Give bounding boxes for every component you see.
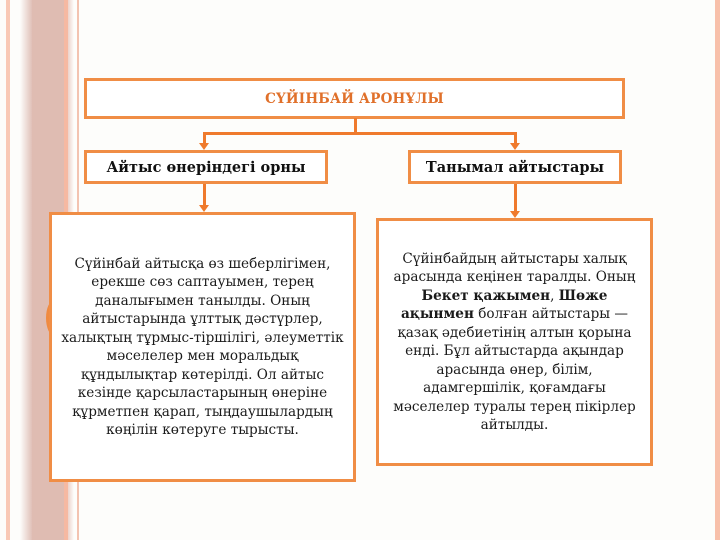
decor-stripe xyxy=(20,0,32,540)
arrow-down-icon xyxy=(510,211,520,218)
content-rest: болған айтыстары — қазақ әдебиетінің алтын қорына енді. Бұл айтыстарда ақындар арасында өнер, білім, адамгершілік, қоғамдағы мәселелер туралы терең пікірлер айтылды. xyxy=(393,306,636,433)
arrow-down-icon xyxy=(510,143,520,150)
content-box-left xyxy=(49,212,356,482)
branch-label-left xyxy=(84,150,328,184)
title-box xyxy=(84,78,625,119)
branch-label-text: Танымал айтыстары xyxy=(425,158,605,176)
content-box-right xyxy=(376,218,653,466)
decor-stripe-right xyxy=(715,0,720,540)
arrow-down-icon xyxy=(199,205,209,212)
connector-left-content xyxy=(203,184,206,206)
branch-label-right xyxy=(408,150,622,184)
content-sep: , xyxy=(550,287,559,304)
connector-right-content xyxy=(514,184,517,212)
arrow-down-icon xyxy=(199,143,209,150)
content-bold-beket: Бекет қажымен xyxy=(421,287,551,304)
content-bold-shozhe: Шөже ақынмен xyxy=(400,287,608,322)
connector-horizontal xyxy=(203,132,517,135)
diagram-title: СҮЙІНБАЙ АРОНҰЛЫ xyxy=(265,90,444,107)
content-text-right xyxy=(385,250,644,435)
decor-stripe xyxy=(6,0,10,540)
branch-label-text: Айтыс өнеріндегі орны xyxy=(106,158,306,176)
content-text-left: Сүйінбай айтысқа өз шеберлігімен, ерекше сөз саптауымен, терең даналығымен танылды. Оның айтыстарында ұлттық дәстүрлер, халықтың тұрмыс-тіршілігі, әлеуметтік мәселелер мен моральдық құндылықтар көтерілді. Ол айтыс кезінде қарсыластарының өнеріне құрметпен қарап, тыңдаушылардың көңілін көтеруге тырысты. xyxy=(61,255,344,438)
content-intro: Сүйінбайдың айтыстары халық арасында кеңінен таралды. Оның xyxy=(393,250,636,285)
